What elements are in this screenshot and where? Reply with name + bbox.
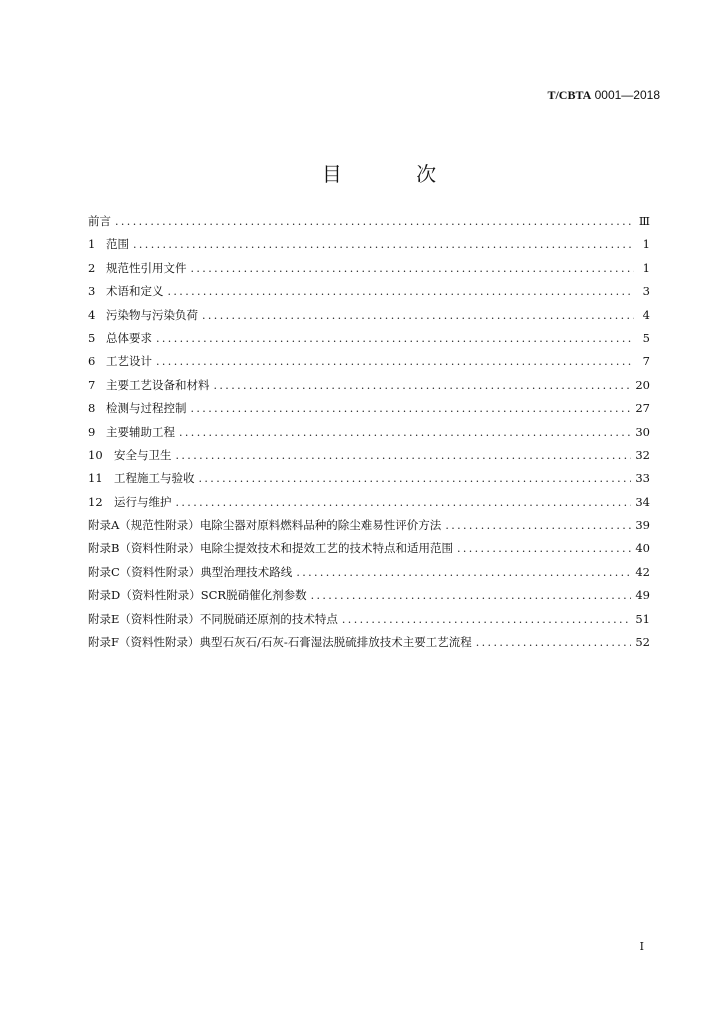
leader-dots: [214, 379, 632, 392]
toc-appendix-a[interactable]: [88, 517, 650, 540]
toc-entry-label: 工程施工与验收: [114, 471, 195, 486]
toc-appendix-f[interactable]: [88, 634, 650, 657]
leader-dots: [156, 332, 634, 345]
toc-entry-number: 8: [88, 401, 96, 416]
toc-entry-page: 27: [635, 401, 650, 416]
appendix-tag: 附录C（资料性附录）: [88, 564, 201, 579]
toc-entry-page: 30: [635, 424, 650, 439]
toc-entry-page: 4: [642, 307, 650, 322]
toc-entry-12[interactable]: [88, 494, 650, 517]
appendix-page: 39: [635, 518, 650, 533]
toc-entry-label: 检测与过程控制: [106, 401, 187, 416]
leader-dots: [168, 285, 635, 298]
appendix-tag: 附录E（资料性附录）: [88, 611, 200, 626]
leader-dots: [199, 472, 632, 485]
toc-entry-7[interactable]: [88, 377, 650, 400]
toc-entry-label: 主要辅助工程: [106, 424, 175, 439]
toc-entry-label: 术语和定义: [106, 284, 164, 299]
toc-entry-number: 6: [88, 354, 96, 369]
toc-entry-label: 前言: [88, 214, 111, 228]
appendix-tag: 附录F（资料性附录）: [88, 635, 200, 650]
toc-entry-10[interactable]: [88, 447, 650, 470]
leader-dots: [445, 519, 631, 532]
toc-entry-number: 9: [88, 424, 96, 439]
toc-entry-number: 11: [88, 471, 103, 486]
leader-dots: [342, 613, 631, 626]
toc-entry-2[interactable]: [88, 260, 650, 283]
toc-entry-label: 工艺设计: [106, 354, 152, 369]
appendix-tag: 附录D（资料性附录）: [88, 588, 201, 603]
appendix-label: 电除尘器对原料燃料品种的除尘难易性评价方法: [199, 518, 442, 533]
leader-dots: [115, 215, 634, 228]
table-of-contents: [88, 213, 650, 657]
toc-entry-label: 主要工艺设备和材料: [106, 377, 210, 392]
toc-entry-8[interactable]: [88, 400, 650, 423]
toc-appendix-b[interactable]: [88, 540, 650, 563]
leader-dots: [176, 449, 632, 462]
toc-appendix-e[interactable]: [88, 611, 650, 634]
standard-org: T/CBTA: [547, 88, 592, 102]
toc-entry-page: 1: [642, 237, 650, 252]
toc-entry-number: 2: [88, 260, 96, 275]
appendix-label: 典型石灰石/石灰-石膏湿法脱硫排放技术主要工艺流程: [199, 635, 472, 650]
toc-entry-number: 4: [88, 307, 96, 322]
appendix-tag: 附录A（规范性附录）: [88, 518, 200, 533]
page-number: I: [639, 940, 644, 953]
toc-entry-number: 7: [88, 377, 96, 392]
appendix-page: 49: [635, 588, 650, 603]
toc-entry-number: 1: [88, 237, 96, 252]
appendix-tag: 附录B（资料性附录）: [88, 541, 200, 556]
toc-entry-label: 总体要求: [106, 330, 152, 345]
toc-entry-page: 20: [635, 377, 650, 392]
toc-entry-label: 安全与卫生: [114, 447, 172, 462]
toc-entry-page: 7: [642, 354, 650, 369]
toc-entry-number: 3: [88, 284, 96, 299]
leader-dots: [191, 262, 635, 275]
toc-entry-page: 1: [642, 260, 650, 275]
leader-dots: [311, 589, 632, 602]
appendix-page: 52: [635, 635, 650, 650]
leader-dots: [191, 402, 632, 415]
toc-entry-label: 范围: [106, 237, 129, 252]
toc-entry-3[interactable]: [88, 283, 650, 306]
appendix-label: 不同脱硝还原剂的技术特点: [199, 611, 338, 626]
appendix-page: 42: [635, 564, 650, 579]
toc-entry-number: 10: [88, 447, 103, 462]
toc-entry-9[interactable]: [88, 424, 650, 447]
toc-entry-preface[interactable]: [88, 213, 650, 236]
toc-entry-page: 33: [635, 471, 650, 486]
toc-entry-5[interactable]: [88, 330, 650, 353]
appendix-label: SCR脱硝催化剂参数: [200, 588, 307, 603]
toc-entry-1[interactable]: [88, 236, 650, 259]
toc-entry-number: 5: [88, 330, 96, 345]
leader-dots: [476, 636, 632, 649]
toc-appendix-c[interactable]: [88, 564, 650, 587]
toc-entry-label: 污染物与污染负荷: [106, 307, 198, 322]
page-title: 目 次: [321, 162, 471, 186]
toc-entry-label: 规范性引用文件: [106, 260, 187, 275]
toc-entry-11[interactable]: [88, 470, 650, 493]
standard-number: 0001—2018: [594, 88, 660, 102]
leader-dots: [296, 566, 631, 579]
toc-entry-label: 运行与维护: [114, 494, 172, 509]
toc-entry-page: 32: [635, 447, 650, 462]
leader-dots: [156, 355, 634, 368]
appendix-label: 典型治理技术路线: [200, 564, 293, 579]
toc-entry-page: 5: [642, 330, 650, 345]
toc-entry-page: 3: [642, 284, 650, 299]
toc-entry-page: 34: [635, 494, 650, 509]
document-code: [547, 88, 660, 103]
leader-dots: [176, 496, 632, 509]
leader-dots: [202, 309, 634, 322]
toc-entry-number: 12: [88, 494, 103, 509]
toc-entry-4[interactable]: [88, 307, 650, 330]
appendix-label: 电除尘提效技术和提效工艺的技术特点和适用范围: [199, 541, 453, 556]
leader-dots: [179, 426, 631, 439]
leader-dots: [133, 238, 634, 251]
appendix-page: 40: [635, 541, 650, 556]
toc-entry-page: Ⅲ: [638, 214, 650, 228]
toc-entry-6[interactable]: [88, 353, 650, 376]
appendix-page: 51: [635, 611, 650, 626]
toc-appendix-d[interactable]: [88, 587, 650, 610]
leader-dots: [457, 542, 631, 555]
